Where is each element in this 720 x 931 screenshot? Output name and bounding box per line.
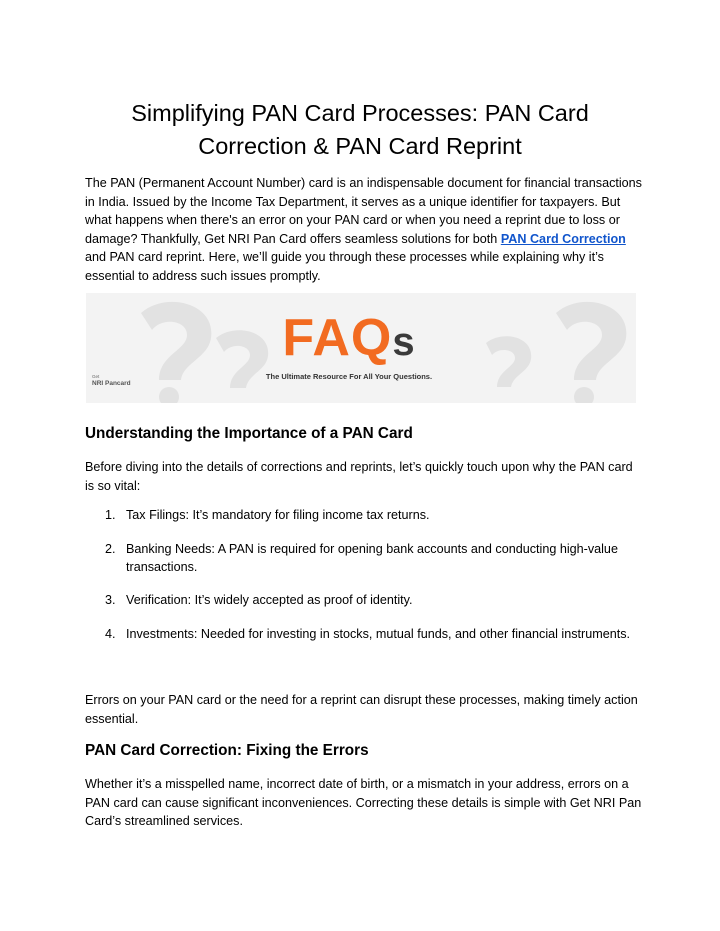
section1-intro: Before diving into the details of corrections and reprints, let’s quickly touch upon why the PAN card is so vital: — [85, 460, 633, 493]
logo-line2: NRI Pancard — [92, 380, 131, 387]
svg-text:FAQs — [282, 309, 415, 367]
list-item-text: Tax Filings: It’s mandatory for filing income tax returns. — [126, 508, 430, 522]
faq-heading-main: FAQ — [282, 309, 393, 367]
list-item-number: 3. — [105, 593, 116, 607]
faq-tagline: The Ultimate Resource For All Your Questions. — [265, 372, 433, 381]
section1-heading: Understanding the Importance of a PAN Card — [85, 425, 413, 442]
list-item-number: 1. — [105, 508, 116, 522]
intro-text-before: The PAN (Permanent Account Number) card is an indispensable document for financial transactions in India. Issued by the Income Tax Department, it serves as a unique identifier for taxpayers. But what happens when there's an error on your PAN card or when you need a reprint due to loss or damage? Thankfully, Get NRI Pan Card offers seamless solutions for both — [85, 176, 642, 246]
list-item-number: 2. — [105, 542, 116, 556]
logo-line1: Get — [92, 374, 100, 379]
section2-body: Whether it’s a misspelled name, incorrect date of birth, or a mismatch in your address, errors on a PAN card can cause significant inconveniences. Correcting these details is simple with Get NRI Pan Card’s streamlined services. — [85, 777, 642, 828]
intro-paragraph — [85, 174, 645, 285]
pan-card-correction-link[interactable]: PAN Card Correction — [500, 231, 626, 246]
faq-heading-s: s — [392, 320, 416, 364]
list-item-text: Verification: It’s widely accepted as proof of identity. — [126, 593, 413, 607]
nri-pancard-logo — [92, 374, 131, 387]
page-title: Simplifying PAN Card Processes: PAN Card Correction & PAN Card Reprint — [131, 100, 589, 159]
list-item-number: 4. — [105, 627, 116, 641]
section1-outro: Errors on your PAN card or the need for a reprint can disrupt these processes, making timely action essential. — [85, 693, 638, 726]
intro-text-after: and PAN card reprint. Here, we’ll guide you through these processes while explaining why it’s essential to address such issues promptly. — [85, 250, 604, 283]
faq-banner-graphic — [86, 293, 636, 403]
section2-heading: PAN Card Correction: Fixing the Errors — [85, 742, 369, 759]
faq-banner-image — [86, 293, 636, 403]
list-item-text: Banking Needs: A PAN is required for opening bank accounts and conducting high-value transactions. — [126, 542, 618, 574]
list-item-text: Investments: Needed for investing in stocks, mutual funds, and other financial instruments. — [126, 627, 631, 641]
